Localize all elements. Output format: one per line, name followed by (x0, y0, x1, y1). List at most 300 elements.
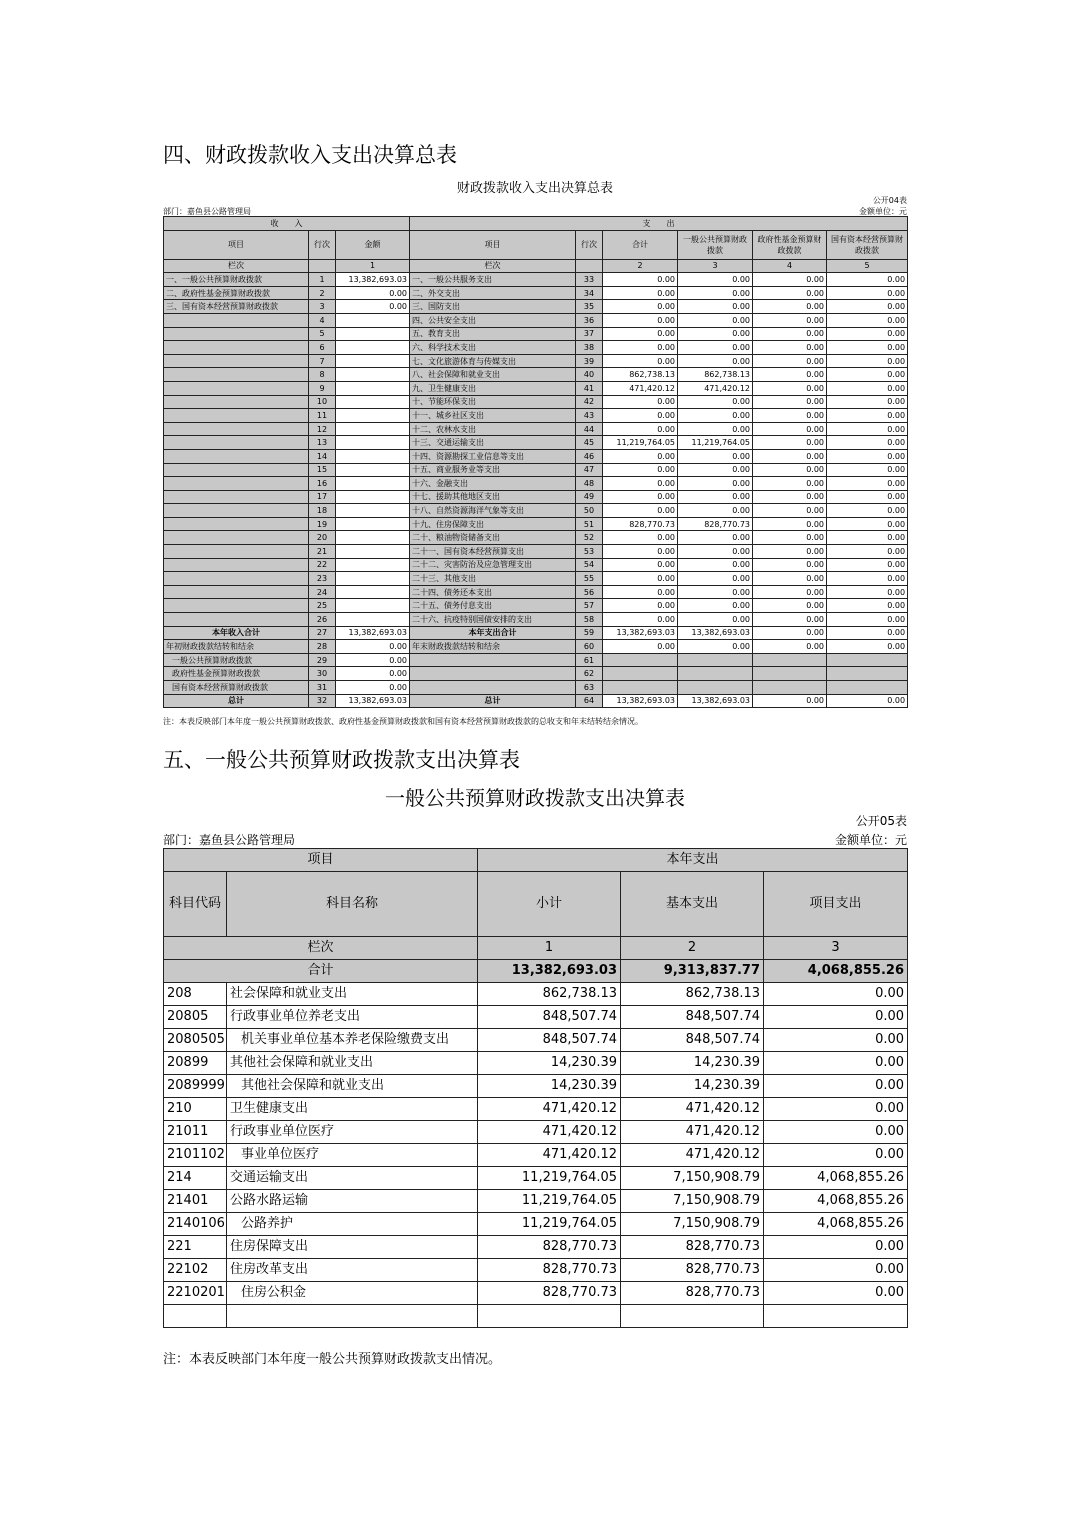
expense-total: 0.00 (603, 327, 678, 341)
state-capital-amount: 0.00 (827, 599, 908, 613)
basic-amount: 828,770.73 (621, 1259, 764, 1282)
expense-total: 0.00 (603, 558, 678, 572)
blank-cell (478, 1305, 621, 1328)
basic-amount: 848,507.74 (621, 1006, 764, 1029)
expense-item: 二、外交支出 (410, 286, 576, 300)
income-item (164, 381, 309, 395)
income-amount (336, 558, 410, 572)
subject-name: 住房公积金 (227, 1282, 478, 1305)
income-amount (336, 613, 410, 627)
general-budget-amount: 0.00 (678, 463, 753, 477)
grand-total-in-amount: 13,382,693.03 (336, 694, 410, 708)
expense-item: 十八、自然资源海洋气象等支出 (410, 504, 576, 518)
table-row (164, 477, 908, 491)
table-row (164, 422, 908, 436)
expense-total: 0.00 (603, 463, 678, 477)
general-budget-amount: 0.00 (678, 558, 753, 572)
fund-budget-amount: 0.00 (753, 341, 827, 355)
project-amount: 0.00 (764, 1144, 908, 1167)
fund-budget-amount: 0.00 (753, 300, 827, 314)
state-capital-amount: 0.00 (827, 368, 908, 382)
state-capital-header: 国有资本经营预算财政拨款 (827, 230, 908, 259)
general-budget-amount: 0.00 (678, 504, 753, 518)
subject-code: 21011 (164, 1121, 227, 1144)
table-row (164, 558, 908, 572)
income-amount (336, 531, 410, 545)
fund-budget-amount: 0.00 (753, 517, 827, 531)
expense-line-no: 57 (576, 599, 603, 613)
table-row (164, 368, 908, 382)
expense-total: 11,219,764.05 (603, 436, 678, 450)
table-row (164, 354, 908, 368)
expense-item: 七、文化旅游体育与传媒支出 (410, 354, 576, 368)
expense-item: 四、公共安全支出 (410, 313, 576, 327)
table-row (164, 1075, 908, 1098)
fund-budget-amount: 0.00 (753, 449, 827, 463)
project-amount: 4,068,855.26 (764, 1167, 908, 1190)
project-amount: 0.00 (764, 1006, 908, 1029)
subtotal-amount: 828,770.73 (478, 1236, 621, 1259)
table-row (164, 599, 908, 613)
fund-budget-amount: 0.00 (753, 286, 827, 300)
fund-budget-amount: 0.00 (753, 273, 827, 287)
fiscal-summary-table-block (163, 175, 907, 728)
income-line-no: 12 (309, 422, 336, 436)
general-budget-amount: 0.00 (678, 273, 753, 287)
income-line-no: 25 (309, 599, 336, 613)
general-budget-amount: 0.00 (678, 545, 753, 559)
income-item: 三、国有资本经营预算财政拨款 (164, 300, 309, 314)
fund-budget-amount: 0.00 (753, 558, 827, 572)
income-item (164, 327, 309, 341)
table-row (164, 313, 908, 327)
basic-amount: 14,230.39 (621, 1075, 764, 1098)
subtotal-amount: 828,770.73 (478, 1282, 621, 1305)
expense-total: 0.00 (603, 300, 678, 314)
general-budget-amount: 0.00 (678, 327, 753, 341)
income-line-no: 24 (309, 585, 336, 599)
income-amount (336, 327, 410, 341)
expense-line-no: 41 (576, 381, 603, 395)
blank-cell (678, 653, 753, 667)
basic-amount: 848,507.74 (621, 1029, 764, 1052)
subject-name: 机关事业单位基本养老保险缴费支出 (227, 1029, 478, 1052)
income-amount (336, 545, 410, 559)
expense-line-no: 46 (576, 449, 603, 463)
grand-total-ex-label: 总计 (410, 694, 576, 708)
table-row (164, 490, 908, 504)
income-line-no: 13 (309, 436, 336, 450)
table-row (164, 436, 908, 450)
expense-total: 0.00 (603, 449, 678, 463)
carryover-sub-line: 29 (309, 653, 336, 667)
state-capital-amount: 0.00 (827, 409, 908, 423)
blank-cell (410, 653, 576, 667)
basic-expense-header: 基本支出 (621, 872, 764, 937)
expense-total: 471,420.12 (603, 381, 678, 395)
table-row (164, 1236, 908, 1259)
income-item (164, 463, 309, 477)
subject-name: 卫生健康支出 (227, 1098, 478, 1121)
expense-sum-total: 13,382,693.03 (603, 626, 678, 640)
income-item (164, 395, 309, 409)
fund-budget-amount: 0.00 (753, 313, 827, 327)
total-label: 合计 (164, 960, 478, 983)
subject-code: 20899 (164, 1052, 227, 1075)
income-line-no: 4 (309, 313, 336, 327)
column-index-2: 2 (621, 937, 764, 960)
project-amount: 0.00 (764, 1052, 908, 1075)
state-capital-amount: 0.00 (827, 422, 908, 436)
subject-name: 其他社会保障和就业支出 (227, 1075, 478, 1098)
basic-amount: 7,150,908.79 (621, 1213, 764, 1236)
income-item (164, 436, 309, 450)
project-amount: 0.00 (764, 983, 908, 1006)
fund-budget-amount: 0.00 (753, 477, 827, 491)
state-capital-amount: 0.00 (827, 395, 908, 409)
fund-budget-header: 政府性基金预算财政拨款 (753, 230, 827, 259)
expense-total: 862,738.13 (603, 368, 678, 382)
basic-amount: 862,738.13 (621, 983, 764, 1006)
expense-total: 0.00 (603, 585, 678, 599)
expense-item: 十六、金融支出 (410, 477, 576, 491)
general-budget-amount: 11,219,764.05 (678, 436, 753, 450)
column-index-blank-2 (576, 259, 603, 273)
expense-total: 0.00 (603, 422, 678, 436)
total-subtotal: 13,382,693.03 (478, 960, 621, 983)
income-amount (336, 477, 410, 491)
expense-line-no: 45 (576, 436, 603, 450)
project-amount: 0.00 (764, 1282, 908, 1305)
carryover-sub-line: 31 (309, 681, 336, 695)
income-amount (336, 572, 410, 586)
carryover-sub-label: 政府性基金预算财政拨款 (164, 667, 309, 681)
subtotal-amount: 848,507.74 (478, 1029, 621, 1052)
table5-unit: 金额单位：元 (834, 833, 907, 847)
general-budget-amount: 0.00 (678, 313, 753, 327)
table4-dept: 部门：嘉鱼县公路管理局 (163, 207, 251, 216)
income-amount: 0.00 (336, 300, 410, 314)
expense-line-no: 55 (576, 572, 603, 586)
income-amount (336, 449, 410, 463)
income-amount (336, 409, 410, 423)
carryover-end-fund: 0.00 (753, 640, 827, 654)
income-line-no: 3 (309, 300, 336, 314)
state-capital-amount: 0.00 (827, 517, 908, 531)
general-budget-amount: 0.00 (678, 613, 753, 627)
expense-item: 一、一般公共服务支出 (410, 273, 576, 287)
table4-unit: 金额单位：元 (859, 207, 907, 216)
carryover-end-state: 0.00 (827, 640, 908, 654)
income-item (164, 558, 309, 572)
income-sum-line: 27 (309, 626, 336, 640)
general-budget-amount: 0.00 (678, 490, 753, 504)
expense-line-no: 35 (576, 300, 603, 314)
general-budget-amount: 0.00 (678, 599, 753, 613)
table-row (164, 381, 908, 395)
subject-name: 住房保障支出 (227, 1236, 478, 1259)
blank-row (164, 1305, 908, 1328)
subject-code: 20805 (164, 1006, 227, 1029)
table5-form-no: 公开05表 (855, 814, 907, 828)
carryover-sub-amount: 0.00 (336, 653, 410, 667)
grand-total-ex-state: 0.00 (827, 694, 908, 708)
subject-name: 行政事业单位医疗 (227, 1121, 478, 1144)
expense-item: 八、社会保障和就业支出 (410, 368, 576, 382)
general-budget-amount: 0.00 (678, 422, 753, 436)
income-line-no: 6 (309, 341, 336, 355)
expense-sum-label: 本年支出合计 (410, 626, 576, 640)
table5-note: 注：本表反映部门本年度一般公共预算财政拨款支出情况。 (163, 1352, 502, 1367)
income-amount (336, 517, 410, 531)
column-index-1: 1 (478, 937, 621, 960)
blank-cell (753, 681, 827, 695)
grand-total-row (164, 694, 908, 708)
table4-form-no: 公开04表 (872, 196, 907, 205)
general-budget-amount: 862,738.13 (678, 368, 753, 382)
subject-name: 公路养护 (227, 1213, 478, 1236)
table-row (164, 1167, 908, 1190)
table-row (164, 449, 908, 463)
general-budget-expense-table (163, 848, 908, 1328)
expense-total: 0.00 (603, 341, 678, 355)
fund-budget-amount: 0.00 (753, 531, 827, 545)
expense-total: 0.00 (603, 504, 678, 518)
general-budget-amount: 0.00 (678, 409, 753, 423)
table-row (164, 545, 908, 559)
fund-budget-amount: 0.00 (753, 368, 827, 382)
column-index-1: 1 (336, 259, 410, 273)
subtotal-amount: 14,230.39 (478, 1052, 621, 1075)
expense-total: 0.00 (603, 313, 678, 327)
project-amount: 0.00 (764, 1098, 908, 1121)
expense-line-no: 34 (576, 286, 603, 300)
state-capital-amount: 0.00 (827, 613, 908, 627)
blank-cell (753, 653, 827, 667)
expense-line-no: 39 (576, 354, 603, 368)
carryover-sub-label: 国有资本经营预算财政拨款 (164, 681, 309, 695)
column-index-3: 3 (764, 937, 908, 960)
expense-line-no: 49 (576, 490, 603, 504)
table-row (164, 286, 908, 300)
subject-code: 2089999 (164, 1075, 227, 1098)
fiscal-summary-table (163, 216, 908, 708)
fund-budget-amount: 0.00 (753, 585, 827, 599)
income-item: 二、政府性基金预算财政拨款 (164, 286, 309, 300)
expense-line-no: 47 (576, 463, 603, 477)
carryover-end-general: 0.00 (678, 640, 753, 654)
fund-budget-amount: 0.00 (753, 572, 827, 586)
table-row (164, 983, 908, 1006)
expense-line-no: 48 (576, 477, 603, 491)
income-amount (336, 341, 410, 355)
income-amount (336, 436, 410, 450)
expense-line-no: 52 (576, 531, 603, 545)
expense-sum-general: 13,382,693.03 (678, 626, 753, 640)
table-row (164, 1213, 908, 1236)
income-line-no: 17 (309, 490, 336, 504)
income-line-no: 21 (309, 545, 336, 559)
income-item (164, 531, 309, 545)
fund-budget-amount: 0.00 (753, 381, 827, 395)
carryover-end-total: 0.00 (603, 640, 678, 654)
expense-line-no: 36 (576, 313, 603, 327)
basic-amount: 828,770.73 (621, 1236, 764, 1259)
expense-line-no: 38 (576, 341, 603, 355)
income-amount (336, 395, 410, 409)
blank-cell (827, 653, 908, 667)
column-index-4: 4 (753, 259, 827, 273)
blank-cell (227, 1305, 478, 1328)
expense-line-no: 43 (576, 409, 603, 423)
grand-total-ex-line: 64 (576, 694, 603, 708)
blank-cell (827, 667, 908, 681)
table-row (164, 1052, 908, 1075)
subject-name: 其他社会保障和就业支出 (227, 1052, 478, 1075)
income-line-no: 19 (309, 517, 336, 531)
subject-name-header: 科目名称 (227, 872, 478, 937)
expense-sum-state: 0.00 (827, 626, 908, 640)
fund-budget-amount: 0.00 (753, 327, 827, 341)
expense-line-header: 行次 (576, 230, 603, 259)
table-row (164, 341, 908, 355)
blank-cell (410, 681, 576, 695)
blank-cell (603, 681, 678, 695)
grand-total-ex-fund: 0.00 (753, 694, 827, 708)
income-line-no: 22 (309, 558, 336, 572)
expense-total: 828,770.73 (603, 517, 678, 531)
state-capital-amount: 0.00 (827, 313, 908, 327)
general-budget-amount: 0.00 (678, 286, 753, 300)
fund-budget-amount: 0.00 (753, 436, 827, 450)
subtotal-amount: 11,219,764.05 (478, 1190, 621, 1213)
general-budget-amount: 471,420.12 (678, 381, 753, 395)
income-sum-label: 本年收入合计 (164, 626, 309, 640)
state-capital-amount: 0.00 (827, 381, 908, 395)
subject-code: 22102 (164, 1259, 227, 1282)
table-row (164, 572, 908, 586)
table-row (164, 463, 908, 477)
income-item (164, 449, 309, 463)
table-row (164, 1144, 908, 1167)
expense-total: 0.00 (603, 490, 678, 504)
expense-line-no: 40 (576, 368, 603, 382)
expense-line-no: 58 (576, 613, 603, 627)
income-item (164, 341, 309, 355)
state-capital-amount: 0.00 (827, 477, 908, 491)
expense-item: 十、节能环保支出 (410, 395, 576, 409)
general-budget-header: 一般公共预算财政拨款 (678, 230, 753, 259)
subject-code: 21401 (164, 1190, 227, 1213)
subtotal-amount: 471,420.12 (478, 1098, 621, 1121)
column-index-3: 3 (678, 259, 753, 273)
carryover-row (164, 640, 908, 654)
total-basic: 9,313,837.77 (621, 960, 764, 983)
expense-header: 支 出 (410, 217, 908, 231)
general-budget-amount: 0.00 (678, 531, 753, 545)
carryover-sub-ex-line: 61 (576, 653, 603, 667)
carryover-begin-amount: 0.00 (336, 640, 410, 654)
income-line-no: 16 (309, 477, 336, 491)
expense-item: 六、科学技术支出 (410, 341, 576, 355)
expense-total: 0.00 (603, 572, 678, 586)
table-row (164, 1282, 908, 1305)
income-item (164, 422, 309, 436)
general-budget-amount: 828,770.73 (678, 517, 753, 531)
subtotal-amount: 11,219,764.05 (478, 1167, 621, 1190)
state-capital-amount: 0.00 (827, 273, 908, 287)
subtotal-amount: 828,770.73 (478, 1259, 621, 1282)
income-line-no: 7 (309, 354, 336, 368)
income-line-no: 5 (309, 327, 336, 341)
income-line-no: 18 (309, 504, 336, 518)
expense-item: 二十三、其他支出 (410, 572, 576, 586)
expense-item: 三、国防支出 (410, 300, 576, 314)
basic-amount: 7,150,908.79 (621, 1167, 764, 1190)
column-index-5: 5 (827, 259, 908, 273)
income-item (164, 477, 309, 491)
income-line-no: 26 (309, 613, 336, 627)
subtotal-amount: 14,230.39 (478, 1075, 621, 1098)
fund-budget-amount: 0.00 (753, 490, 827, 504)
income-item (164, 613, 309, 627)
carryover-sub-line: 30 (309, 667, 336, 681)
table-row (164, 1121, 908, 1144)
expense-total: 0.00 (603, 545, 678, 559)
project-amount: 0.00 (764, 1075, 908, 1098)
grand-total-ex-general: 13,382,693.03 (678, 694, 753, 708)
fund-budget-amount: 0.00 (753, 504, 827, 518)
expense-item: 二十四、债务还本支出 (410, 585, 576, 599)
income-header: 收 入 (164, 217, 410, 231)
income-amount: 0.00 (336, 286, 410, 300)
expense-total: 0.00 (603, 409, 678, 423)
column-index-label: 栏次 (164, 937, 478, 960)
carryover-sub-amount: 0.00 (336, 667, 410, 681)
expense-item: 二十六、抗疫特别国债安排的支出 (410, 613, 576, 627)
state-capital-amount: 0.00 (827, 463, 908, 477)
blank-cell (603, 667, 678, 681)
fund-budget-amount: 0.00 (753, 463, 827, 477)
expense-item: 十一、城乡社区支出 (410, 409, 576, 423)
expense-item: 二十二、灾害防治及应急管理支出 (410, 558, 576, 572)
expense-item: 十四、资源勘探工业信息等支出 (410, 449, 576, 463)
carryover-sub-row (164, 653, 908, 667)
subject-code: 208 (164, 983, 227, 1006)
subject-code: 221 (164, 1236, 227, 1259)
expense-item: 十二、农林水支出 (410, 422, 576, 436)
total-project: 4,068,855.26 (764, 960, 908, 983)
expense-line-no: 42 (576, 395, 603, 409)
income-line-no: 14 (309, 449, 336, 463)
subject-code: 210 (164, 1098, 227, 1121)
expense-item: 五、教育支出 (410, 327, 576, 341)
subject-code: 2080505 (164, 1029, 227, 1052)
state-capital-amount: 0.00 (827, 490, 908, 504)
income-amount (336, 504, 410, 518)
blank-cell (827, 681, 908, 695)
subtotal-header: 小计 (478, 872, 621, 937)
subtotal-amount: 11,219,764.05 (478, 1213, 621, 1236)
blank-cell (621, 1305, 764, 1328)
fund-budget-amount: 0.00 (753, 409, 827, 423)
table-row (164, 1098, 908, 1121)
expense-total: 0.00 (603, 286, 678, 300)
expense-sum-fund: 0.00 (753, 626, 827, 640)
income-item (164, 517, 309, 531)
income-line-no: 1 (309, 273, 336, 287)
carryover-end-line: 60 (576, 640, 603, 654)
